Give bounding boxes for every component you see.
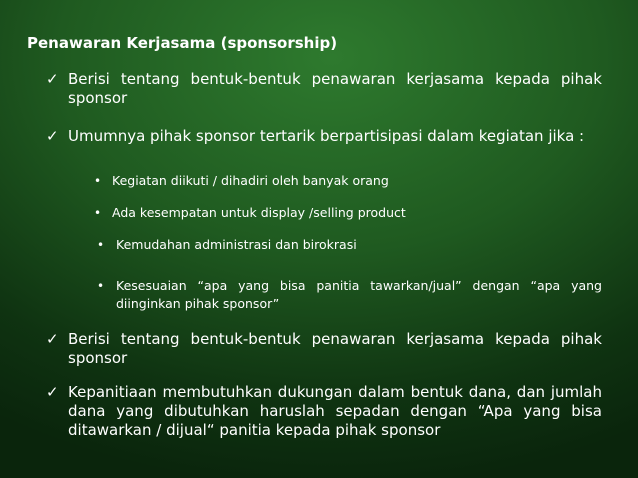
bullet-icon: • xyxy=(94,174,102,188)
check-item-text: Berisi tentang bentuk-bentuk penawaran kerjasama kepada pihak sponsor xyxy=(68,70,602,107)
bullet-icon: • xyxy=(97,279,105,293)
checkmark-icon: ✓ xyxy=(46,127,59,145)
check-item-text: Kepanitiaan membutuhkan dukungan dalam bentuk dana, dan jumlah dana yang dibutuhkan haruslah sepadan dengan “Apa yang bisa ditawarkan / dijual“ panitia kepada pihak sponsor xyxy=(68,383,602,439)
check-item-text: Berisi tentang bentuk-bentuk penawaran kerjasama kepada pihak sponsor xyxy=(68,330,602,367)
checkmark-icon: ✓ xyxy=(46,383,59,401)
bullet-icon: • xyxy=(97,238,105,252)
checkmark-icon: ✓ xyxy=(46,330,59,348)
bullet-item-text: Ada kesempatan untuk display /selling product xyxy=(112,205,406,220)
bullet-item-text: Kegiatan diikuti / dihadiri oleh banyak orang xyxy=(112,173,389,188)
bullet-icon: • xyxy=(94,206,102,220)
check-item-text: Umumnya pihak sponsor tertarik berpartisipasi dalam kegiatan jika : xyxy=(68,127,585,145)
bullet-item-text: Kemudahan administrasi dan birokrasi xyxy=(116,237,357,252)
slide-heading: Penawaran Kerjasama (sponsorship) xyxy=(27,34,338,52)
checkmark-icon: ✓ xyxy=(46,70,59,88)
bullet-item-text: Kesesuaian “apa yang bisa panitia tawarkan/jual” dengan “apa yang diinginkan pihak sponsor” xyxy=(116,278,602,311)
